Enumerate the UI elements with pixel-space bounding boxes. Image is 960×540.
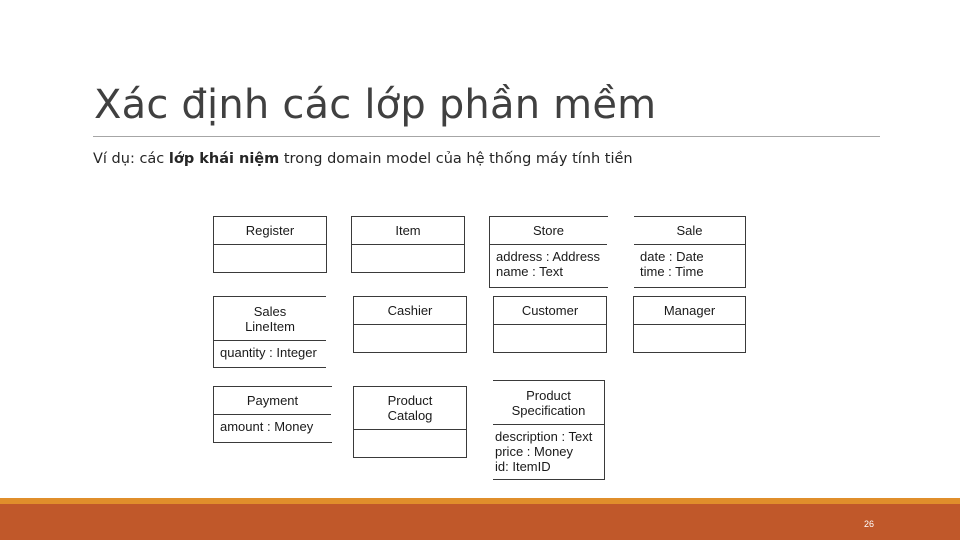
- class-name: Customer: [494, 297, 606, 325]
- title-divider: [93, 136, 880, 137]
- slide-subtitle: [93, 151, 633, 167]
- class-name: Store: [490, 217, 607, 245]
- class-name: Manager: [634, 297, 745, 325]
- footer-bar: [0, 504, 960, 540]
- subtitle-prefix: Ví dụ: các: [93, 151, 169, 167]
- class-cashier: [353, 296, 467, 353]
- attribute: address : Address: [496, 249, 601, 264]
- class-name: Sale: [634, 217, 745, 245]
- class-sales-line-item: [213, 296, 326, 368]
- class-name: Product Specification: [493, 381, 604, 425]
- attribute: date : Date: [640, 249, 704, 264]
- attribute: quantity : Integer: [220, 345, 317, 360]
- class-sale: [634, 216, 746, 288]
- class-manager: [633, 296, 746, 353]
- class-attributes: [214, 415, 332, 434]
- class-name: Cashier: [354, 297, 466, 325]
- attribute: name : Text: [496, 264, 563, 279]
- subtitle-bold: lớp khái niệm: [168, 151, 280, 167]
- class-name: Payment: [214, 387, 331, 415]
- class-product-catalog: [353, 386, 467, 458]
- class-product-specification: [493, 380, 605, 480]
- attribute: id: ItemID: [495, 459, 551, 474]
- class-store: [489, 216, 608, 288]
- class-name: Sales LineItem: [214, 297, 326, 341]
- attribute: time : Time: [640, 264, 704, 279]
- subtitle-suffix: trong domain model của hệ thống máy tính tiền: [279, 151, 633, 167]
- attribute: description : Text: [495, 429, 593, 444]
- class-name: Register: [214, 217, 326, 245]
- class-attributes: [493, 425, 604, 474]
- class-payment: [213, 386, 332, 443]
- slide-title: Xác định các lớp phần mềm: [94, 82, 657, 128]
- class-attributes: [490, 245, 608, 279]
- class-name: Product Catalog: [354, 387, 466, 430]
- page-number: 26: [864, 519, 875, 529]
- class-item: [351, 216, 465, 273]
- class-attributes: [634, 245, 745, 279]
- attribute: price : Money: [495, 444, 574, 459]
- class-attributes: [214, 341, 326, 360]
- attribute: amount : Money: [220, 419, 314, 434]
- class-customer: [493, 296, 607, 353]
- class-name: Item: [352, 217, 464, 245]
- class-register: [213, 216, 327, 273]
